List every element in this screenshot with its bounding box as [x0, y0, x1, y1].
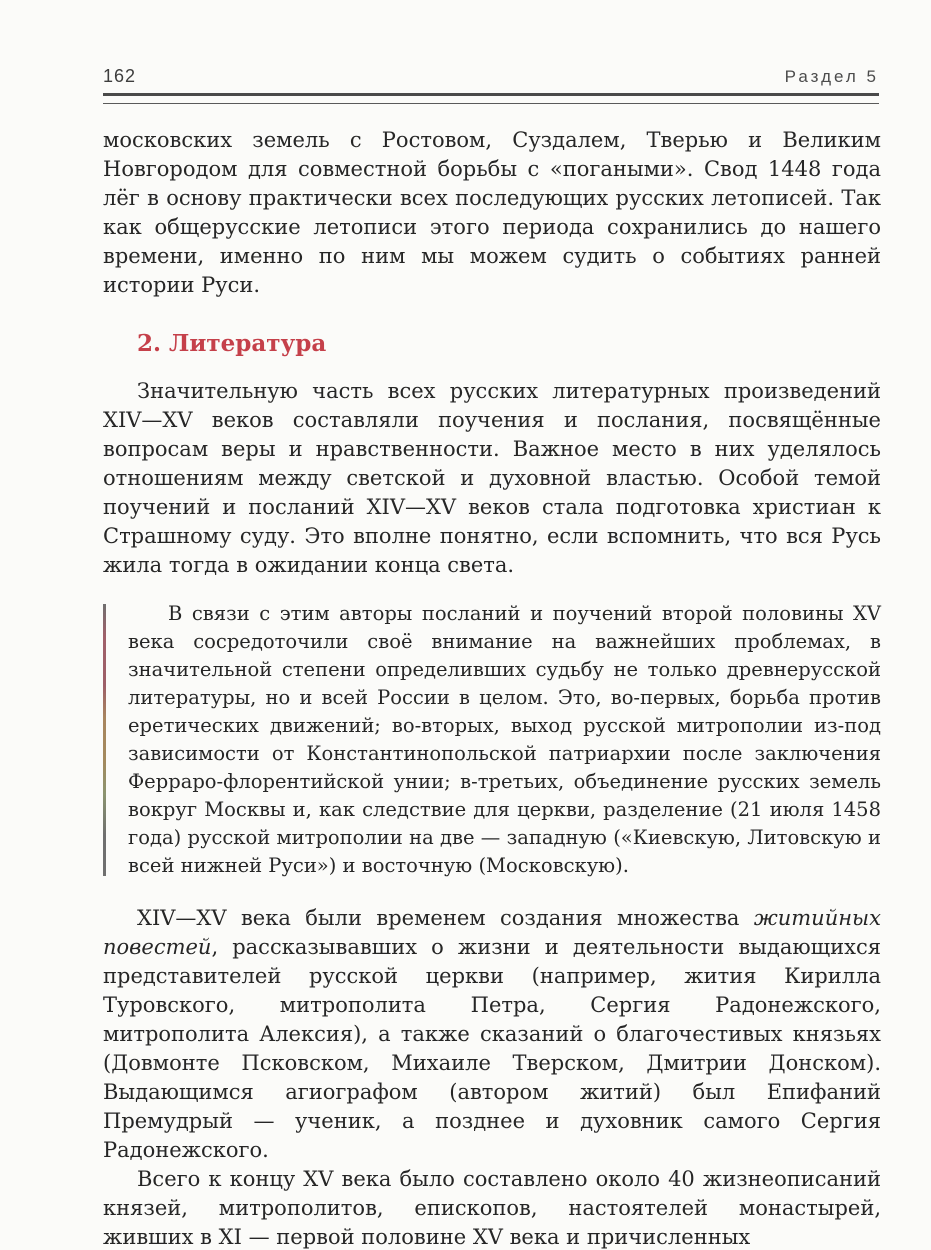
header-rule — [103, 93, 879, 104]
quote-bar — [103, 604, 106, 876]
running-header — [103, 66, 879, 104]
quote-paragraph: В связи с этим авторы посланий и поучений второй половины XV века сосредоточили своё внимание на важнейших проблемах, в значительной степени определивших судьбу не только древнерусской литературы, но и всей России в целом. Это, во-первых, борьба против еретических движений; во-вторых, выход русской митрополии из-под зависимости от Константинопольской патриархии после заключения Ферраро-флорентийской унии; в-третьих, объединение русских земель вокруг Москвы и, как следствие для церкви, разделение (21 июля 1458 года) русской митрополии на две — западную («Киевскую, Литовскую и всей нижней Руси») и восточную (Московскую). — [128, 602, 881, 877]
zhitiya-italic-term: житийных повестей — [103, 906, 881, 959]
zhitiya-text-after: , рассказывавших о жизни и деятельности выдающихся представителей русской церкви (например, жития Кирилла Туровского, митрополита Петра, Сергия Радонежского, митрополита Алексия), а также сказаний о благочестивых князьях (Довмонте Псковском, Михаиле Тверском, Дмитрии Донском). Выдающимся агиографом (автором житий) был Епифаний Премудрый — ученик, а позднее и духовник самого Сергия Радонежского. — [103, 935, 881, 1162]
zhitiya-paragraph — [103, 904, 881, 1165]
section-heading: 2. Литература — [137, 330, 327, 357]
intro-paragraph: московских земель с Ростовом, Суздалем, Тверью и Великим Новгородом для совместной борьбы с «погаными». Свод 1448 года лёг в основу практически всех последующих русских летописей. Так как общерусские летописи этого периода сохранились до нашего времени, именно по ним мы можем судить о событиях ранней истории Руси. — [103, 128, 881, 297]
literature-paragraph: Значительную часть всех русских литературных произведений XIV—XV веков составляли поучения и послания, посвящённые вопросам веры и нравственности. Важное место в них уделялось отношениям между светской и духовной властью. Особой темой поучений и посланий XIV—XV веков стала подготовка христиан к Страшному суду. Это вполне понятно, если вспомнить, что вся Русь жила тогда в ожидании конца света. — [103, 379, 881, 577]
quote-block — [103, 600, 881, 880]
page-number: 162 — [103, 66, 137, 86]
final-paragraph: Всего к концу XV века было составлено около 40 жизнеописаний князей, митрополитов, епископов, настоятелей монастырей, живших в XI — первой половине XV века и причисленных — [103, 1167, 881, 1249]
page-content — [103, 126, 881, 1250]
section-label: Раздел 5 — [784, 67, 879, 86]
zhitiya-text-before: XIV—XV века были временем создания множества — [137, 906, 754, 930]
